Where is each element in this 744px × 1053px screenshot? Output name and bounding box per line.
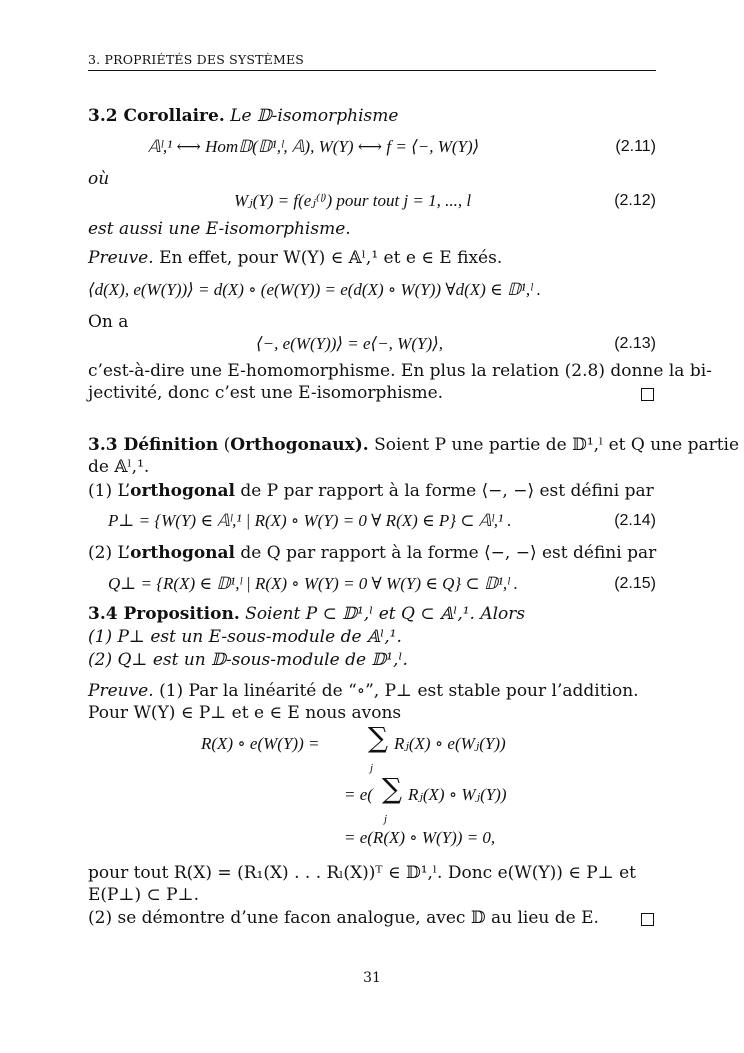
aligned-eq-c: = e(R(X) ∘ W(Y)) = 0, — [344, 828, 496, 847]
item-rest: de Q par rapport à la forme ⟨−, −⟩ est défini par — [235, 543, 657, 563]
equation-2-12-body: Wⱼ(Y) = f(eⱼ⁽ˡ⁾) pour tout j = 1, ..., l — [234, 191, 472, 210]
definition-title: 3.3 Définition — [88, 435, 219, 455]
proof-1-line-5 — [88, 382, 656, 404]
definition-name: Orthogonaux — [230, 435, 355, 455]
equation-number: (2.12) — [614, 192, 656, 209]
summation-sign: ∑ — [382, 772, 402, 805]
equation-2-13-body: ⟨−, e(W(Y))⟩ = e⟨−, W(Y)⟩, — [256, 334, 443, 353]
corollary-tail: est aussi une E-isomorphisme. — [88, 219, 351, 239]
proposition-item-2: (2) Q⊥ est un 𝔻-sous-module de 𝔻¹,ˡ. — [88, 650, 408, 670]
header-rule — [88, 70, 656, 71]
equation-number: (2.15) — [614, 575, 656, 592]
orthogonal-term: orthogonal — [130, 543, 236, 563]
qed-square-icon — [641, 388, 654, 401]
definition-item-2 — [88, 542, 656, 564]
proof-1-line-1 — [88, 247, 656, 269]
proof-label: Preuve. — [88, 248, 154, 268]
proof-2-line-4: E(P⊥) ⊂ P⊥. — [88, 885, 199, 905]
equation-2-11-body: 𝔸ˡ,¹ ⟷ Hom𝔻(𝔻¹,ˡ, 𝔸), W(Y) ⟷ f = ⟨−, W(Y)⟩ — [148, 137, 480, 156]
aligned-eq-b: = e( — [344, 785, 373, 804]
equation-number: (2.14) — [614, 512, 656, 529]
proof-1-text: En effet, pour W(Y) ∈ 𝔸ˡ,¹ et e ∈ E fixés. — [159, 248, 503, 268]
proposition-title: 3.4 Proposition. — [88, 604, 240, 624]
aligned-lhs: R(X) ∘ e(W(Y)) = — [201, 734, 320, 753]
proof-2-line-3: pour tout R(X) = (R₁(X) . . . Rₗ(X))ᵀ ∈ 𝔻¹,ˡ. Donc e(W(Y)) ∈ P⊥ et — [88, 863, 636, 883]
proof-1-line-5-text: jectivité, donc c’est une E-isomorphisme. — [88, 383, 444, 403]
summation-index: j — [384, 813, 388, 825]
equation-2-15-body: Q⊥ = {R(X) ∈ 𝔻¹,ˡ | R(X) ∘ W(Y) = 0 ∀ W(Y) ∈ Q} ⊂ 𝔻¹,ˡ . — [108, 574, 518, 593]
running-header: 3. PROPRIÉTÉS DES SYSTÈMES — [88, 52, 305, 67]
summation-sign: ∑ — [368, 721, 388, 754]
definition-heading: 3.3 Définition (Orthogonaux). Soient P une partie de 𝔻¹,ˡ et Q une partie — [88, 435, 740, 455]
item-rest: de P par rapport à la forme ⟨−, −⟩ est défini par — [235, 481, 654, 501]
definition-line-2: de 𝔸ˡ,¹. — [88, 457, 150, 477]
orthogonal-term: orthogonal — [130, 481, 236, 501]
definition-line-1: Soient P une partie de 𝔻¹,ˡ et Q une partie — [374, 435, 740, 455]
aligned-eq-b-rhs: Rⱼ(X) ∘ Wⱼ(Y)) — [408, 785, 507, 804]
proof-label: Preuve. — [88, 681, 154, 701]
corollary-intro: Le 𝔻-isomorphisme — [230, 106, 399, 126]
qed-square-icon — [641, 913, 654, 926]
page-number: 31 — [363, 970, 381, 986]
proof-2-line-1 — [88, 680, 656, 702]
equation-number: (2.13) — [614, 335, 656, 352]
equation-number: (2.11) — [615, 138, 656, 155]
equation-2-14-body: P⊥ = {W(Y) ∈ 𝔸ˡ,¹ | R(X) ∘ W(Y) = 0 ∀ R(X) ∈ P} ⊂ 𝔸ˡ,¹ . — [108, 511, 512, 530]
proof-2-text: (1) Par la linéarité de “∘”, P⊥ est stable pour l’addition. — [159, 681, 639, 701]
proof-1-line-2: ⟨d(X), e(W(Y))⟩ = d(X) ∘ (e(W(Y)) = e(d(X) ∘ W(Y)) ∀d(X) ∈ 𝔻¹,ˡ . — [88, 280, 541, 299]
corollary-title: 3.2 Corollaire. — [88, 106, 225, 126]
proof-2-line-5 — [88, 907, 656, 929]
item-prefix: (2) L’ — [88, 543, 131, 563]
proof-2-line-2: Pour W(Y) ∈ P⊥ et e ∈ E nous avons — [88, 703, 402, 723]
proposition-line-1: Soient P ⊂ 𝔻¹,ˡ et Q ⊂ 𝔸ˡ,¹. Alors — [245, 604, 526, 624]
aligned-rhs: Rⱼ(X) ∘ e(Wⱼ(Y)) — [394, 734, 506, 753]
corollary-heading — [88, 105, 656, 127]
paper-page — [88, 0, 740, 1053]
proof-1-line-4: c’est-à-dire une E-homomorphisme. En plus la relation (2.8) donne la bi- — [88, 361, 712, 381]
proposition-item-1: (1) P⊥ est un E-sous-module de 𝔸ˡ,¹. — [88, 627, 402, 647]
item-prefix: (1) L’ — [88, 481, 131, 501]
definition-item-1 — [88, 480, 656, 502]
corollary-ou: où — [88, 169, 110, 189]
proof-2-line-5-text: (2) se démontre d’une facon analogue, avec 𝔻 au lieu de E. — [88, 908, 599, 928]
proposition-heading — [88, 603, 656, 625]
proof-1-on-a: On a — [88, 312, 129, 332]
summation-index: j — [370, 762, 374, 774]
